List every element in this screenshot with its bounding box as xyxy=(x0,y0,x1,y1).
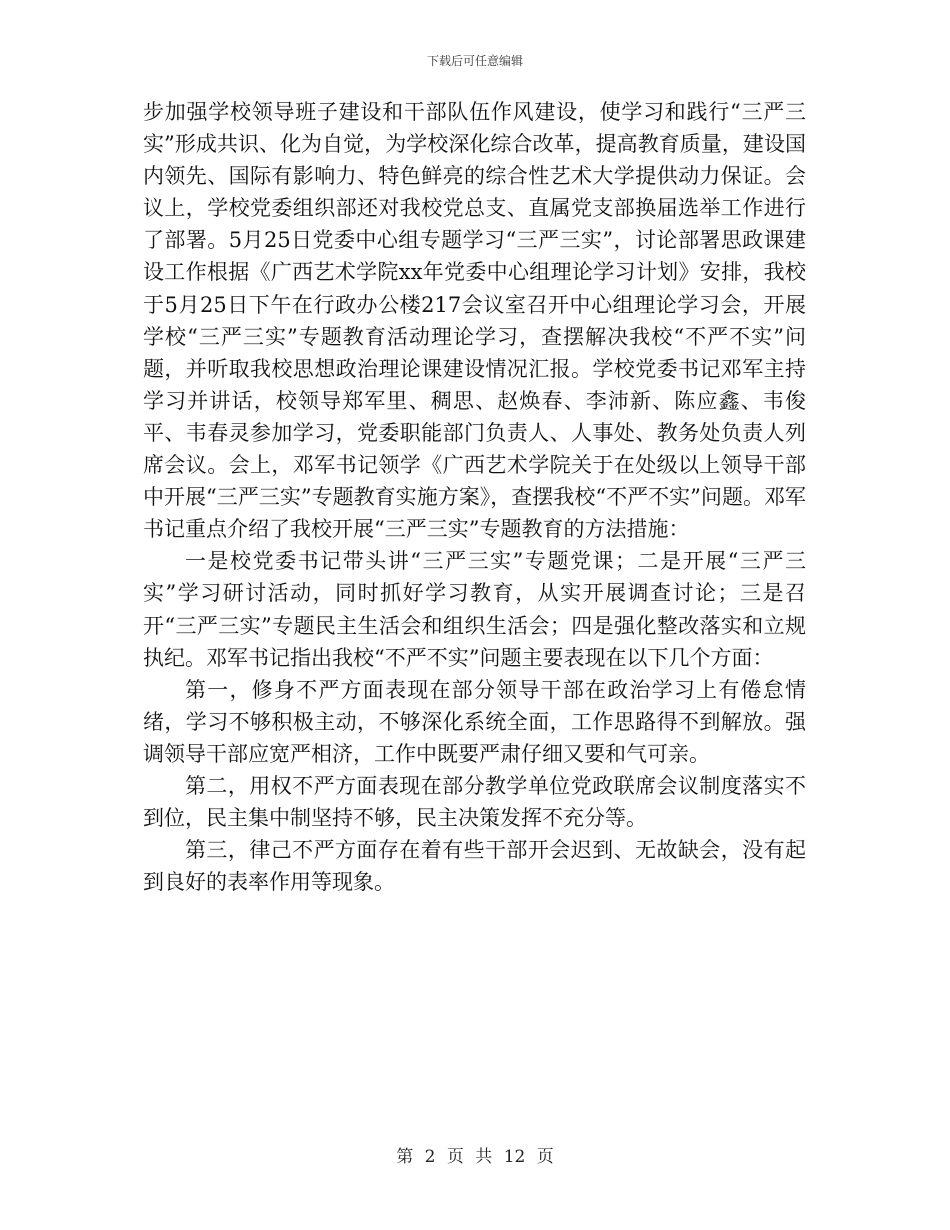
page-number-footer: 第 2 页 共 12 页 xyxy=(396,1147,554,1167)
paragraph-2: 一是校党委书记带头讲“三严三实”专题党课；二是开展“三严三实”学习研讨活动，同时抓好学习教育，从实开展调查讨论；三是召开“三严三实”专题民主生活会和组织生活会；四是强化整改落实和立规执纪。邓军书记指出我校“不严不实”问题主要表现在以下几个方面： xyxy=(143,549,806,670)
document-body xyxy=(143,96,806,898)
paragraph-4: 第二，用权不严方面表现在部分教学单位党政联席会议制度落实不到位，民主集中制坚持不够，民主决策发挥不充分等。 xyxy=(143,773,806,831)
paragraph-3: 第一，修身不严方面表现在部分领导干部在政治学习上有倦怠情绪，学习不够积极主动，不够深化系统全面，工作思路得不到解放。强调领导干部应宽严相济，工作中既要严肃仔细又要和气可亲。 xyxy=(143,677,806,766)
paragraph-5: 第三，律己不严方面存在着有些干部开会迟到、无故缺会，没有起到良好的表率作用等现象。 xyxy=(143,838,806,895)
page-header: 下载后可任意编辑 xyxy=(426,54,523,68)
paragraph-1: 步加强学校领导班子建设和干部队伍作风建设，使学习和践行“三严三实”形成共识、化为自觉，为学校深化综合改革，提高教育质量，建设国内领先、国际有影响力、特色鲜亮的综合性艺术大学提供动力保证。会议上，学校党委组织部还对我校党总支、直属党支部换届选举工作进行了部署。5月25日党委中心组专题学习“三严三实”，讨论部署思政课建设工作根据《广西艺术学院xx年党委中心组理论学习计划》安排，我校于5月25日下午在行政办公楼217会议室召开中心组理论学习会，开展学校“三严三实”专题教育活动理论学习，查摆解决我校“不严不实”问题，并听取我校思想政治理论课建设情况汇报。学校党委书记邓军主持学习并讲话，校领导郑军里、稠思、赵焕春、李沛新、陈应鑫、韦俊平、韦春灵参加学习，党委职能部门负责人、人事处、教务处负责人列席会议。会上，邓军书记领学《广西艺术学院关于在处级以上领导干部中开展“三严三实”专题教育实施方案》，查摆我校“不严不实”问题。邓军书记重点介绍了我校开展“三严三实”专题教育的方法措施： xyxy=(143,100,806,542)
